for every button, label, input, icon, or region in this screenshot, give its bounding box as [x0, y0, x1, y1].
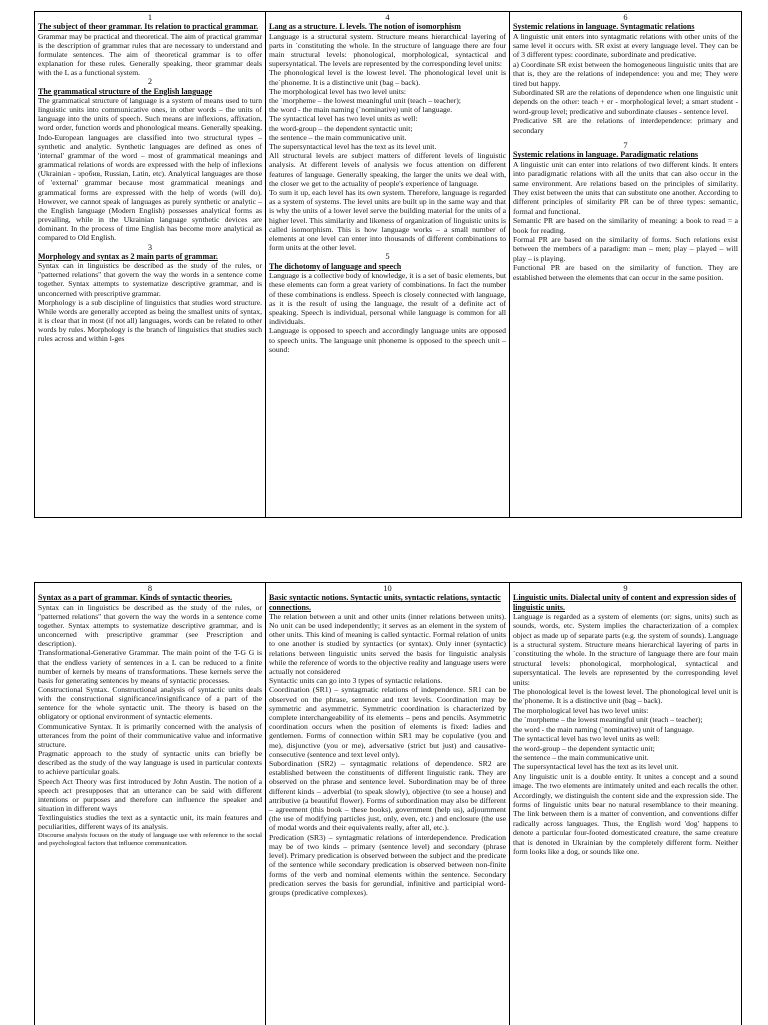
paragraph: Subordination (SR2) – syntagmatic relations of dependence. SR2 are established between the constituents of different linguistic rank. They are observed on the phrase and sentence level. Subordination may be of three different kinds – adverbial (to speak slowly), objective (to see a house) and attributive (a beautiful flower). Forms of subordination may also be different – agreement (this book – these books), government (help us), adjournment (the use of modifying particles just, only, even, etc.) and enclosure (the use of modal words and their equivalents really, after all, etc.).	[269, 759, 506, 833]
paragraph: All structural levels are subject matters of different levels of linguistic analysis. At different levels of analysis we focus attention on different features of language. Generally speaking, the larger the units we deal with, the closer we get to the actuality of people's experience of language.	[269, 151, 506, 188]
paragraph: Speech Act Theory was first introduced by John Austin. The notion of a speech act presupposes that an utterance can be said with different intentions or purposes and therefore can influence the speaker and situation in different ways	[38, 776, 262, 814]
paragraph: The relation between a unit and other units (inner relations between units). No unit can be used independently; it serves as an element in the system of other units. This kind of meaning is called syntactic. Formal relation of units to one another is studied by syntactics (or syntax). Only inner (syntactic) relations between linguistic units served the basis for linguistic analysis while the reference of words to the objective reality and language users were actually not considered	[269, 611, 506, 677]
paragraph: the `morpheme – the lowest meaningful unit (teach – teacher);	[513, 715, 703, 725]
section-heading: Syntax as a part of grammar. Kinds of syntactic theories.	[38, 593, 233, 603]
paragraph: the word - the main naming (`nominative) unit of language.	[513, 724, 694, 734]
paragraph: Predicative SR are the relations of interdependence: primary and secondary	[513, 116, 738, 135]
section-heading: The subject of theor grammar. Its relation to practical grammar.	[38, 22, 259, 32]
paragraph: a) Coordinate SR exist between the homogeneous linguistic units that are that is, they are the relations of independence: you and me; They were tired but happy.	[513, 59, 738, 88]
section-number: 6	[623, 13, 628, 22]
paragraph: Constructional Syntax. Constructional analysis of syntactic units deals with the constructional significance/insignificance of a part of the sentence for the whole syntactic unit. The theory is based on the obligatory or optional environment of syntactic elements.	[38, 685, 262, 722]
section-heading: Lang as a structure. L levels. The notion of isomorphism	[269, 22, 461, 32]
section-number: 8	[147, 584, 153, 593]
paragraph: the word-group – the dependent syntactic unit;	[513, 743, 655, 753]
paragraph: Grammar may be practical and theoretical. The aim of practical grammar is the description of grammar rules that are necessary to understand and formulate sentences. The aim of theoretical grammar is to offer explanation for these rules. Generally speaking, theor grammar deals with the L as a functional system.	[38, 31, 262, 78]
paragraph: Language is a structural system. Structure means hierarchical layering of parts in `constituting the whole. In the structure of language there are four main structural levels: phonological, morphological, syntactical and supersyntatical. The levels are represented by the corresponding level units:	[269, 31, 506, 69]
paragraph: Predication (SR3) – syntagmatic relations of interdependence. Predication may be of two kinds – primary (sentence level) and secondary (phrase level). Primary predication is observed between the subject and the predicate of the sentence while secondary predication is observed between non-finite forms of the verb and nominal elements within the sentence. Secondary predication serves the basis for gerundial, infinitive and participial word-groups (predicative complexes).	[269, 832, 506, 897]
top-column-3	[510, 12, 741, 517]
paragraph: The syntactical level has two level units as well:	[269, 114, 418, 124]
paragraph: the sentence – the main communicative unit.	[269, 132, 407, 142]
paragraph: Coordination (SR1) – syntagmatic relations of independence. SR1 can be observed on the phrase, sentence and text levels. Coordination may be symmetric and asymmetric. Symmetric coordination is characterized by complete interchangeability of its elements – pens and pencils. Asymmetric coordination occurs when the position of elements is fixed: ladies and gentlemen. Forms of connection within SR1 may be copulative (you and me), disjunctive (you or me), adversative (strict but just) and causative-consecutive (sentence and text level only).	[269, 685, 506, 759]
paragraph: The supersyntactical level has the text as its level unit.	[269, 142, 437, 152]
paragraph: Language is opposed to speech and accordingly language units are opposed to speech units. The language unit phoneme is opposed to the speech unit – sound:	[269, 326, 506, 354]
section-number: 9	[623, 584, 628, 593]
section-heading: Linguistic units. Dialectal unity of content and expression sides of linguistic units.	[513, 593, 736, 612]
section-heading: Systemic relations in language. Paradigmatic relations	[513, 150, 699, 160]
paragraph: Semantic PR are based on the similarity of meaning: a book to read = a book for reading.	[513, 216, 738, 235]
paragraph: The supersyntactical level has the text as its level unit.	[513, 762, 679, 772]
paragraph: Syntax can in linguistics be described as the study of the rules, or "patterned relations" that govern the way the words in a sentence come together. Syntax attempts to systematize descriptive grammar, and is unconcerned with prescriptive grammar.	[38, 261, 262, 298]
paragraph: Morphology is a sub discipline of linguistics that studies word structure. While words are generally accepted as being the smallest units of syntax, it is clear that in most (if not all) languages, words can be related to other words by rules. Morphology is the branch of linguistics that studies such rules across and within l-ges	[38, 297, 262, 344]
section-heading: Systemic relations in language. Syntagmatic relations	[513, 22, 695, 32]
paragraph: the `morpheme – the lowest meaningful unit (teach – teacher);	[269, 96, 461, 106]
section-heading: The dichotomy of language and speech	[269, 261, 402, 271]
paragraph: The syntactical level has two level units as well:	[513, 734, 660, 744]
paragraph: The morphological level has two level units:	[513, 705, 649, 715]
section-number: 1	[147, 13, 153, 22]
section-number: 4	[385, 13, 390, 22]
paragraph: Language is regarded as a system of elements (or: signs, units) such as sounds, words, etc. System implies the characterization of a complex object as made up of separate parts (e.g. the system of sounds). Language is a structural system. Structure means hierarchical layering of parts in `constituting the whole. In the structure of language there are four main structural levels: phonological, morphological, syntactical and supersyntatical. The levels are represented by the corresponding level units:	[513, 611, 738, 687]
paragraph: Transformational-Generative Grammar. The main point of the T-G G is that the endless variety of sentences in a L can be reduced to a finite number of kernels by means of transformations. These kernels serve the basis for generating sentences by means of syntactic processes.	[38, 648, 262, 685]
bottom-column-1	[35, 583, 266, 1025]
paragraph: The morphological level has two level units:	[269, 86, 407, 96]
section-heading: Morphology and syntax as 2 main parts of grammar.	[38, 251, 218, 261]
paragraph: the sentence – the main communicative unit.	[513, 752, 649, 762]
paragraph: Any linguistic unit is a double entity. It unites a concept and a sound image. The two elements are intimately united and each recalls the other. Accordingly, we distinguish the content side and the expression side. The forms of linguistic units bear no natural resemblance to their meaning. The link between them is a matter of convention, and conventions differ radically across languages. Thus, the English word 'dog' happens to denote a particular four-footed domesticated creature, the same creature that is denoted in Ukrainian by the completely different form. Neither form looks like a dog, or sounds like one.	[513, 771, 738, 856]
paragraph: The grammatical structure of language is a system of means used to turn linguistic units into communicative ones, in other words – the units of language into the units of speech. Such means are inflexions, affixation, word order, function words and phonological means. Generally speaking, Indo-European languages are classified into two structural types – synthetic and analytic. Synthetic languages are defined as ones of 'internal' grammar of the word – most of grammatical meanings and grammatical relations of words are expressed with the help of inflexions (Ukrainian - зробив, Russian, Latin, etc). Analytical languages are those of 'external' grammar because most grammatical meanings and grammatical forms are expressed with the help of words (will do). However, we cannot speak of languages as purely synthetic or analytic – the English language (Modern English) possesses analytical forms as prevailing, while in the Ukrainian language synthetic devices are dominant. In the process of time English has become more analytical as compared to Old English.	[38, 96, 262, 243]
section-number: 5	[385, 252, 390, 262]
paragraph: Pragmatic approach to the study of syntactic units can briefly be described as the study of the way language is used in particular contexts to achieve particular goals.	[38, 749, 262, 777]
section-number: 10	[383, 584, 392, 593]
paragraph: Language is a collective body of knowledge, it is a set of basic elements, but these elements can form a great variety of combinations. In fact the number of these combinations is endless. Speech is closely connected with language, as it is the result of using the language, the result of a definite act of speaking. Speech is individual, personal while language is common for all individuals.	[269, 271, 506, 327]
top-column-2	[266, 12, 510, 517]
bottom-column-3	[510, 583, 741, 1025]
paragraph: Functional PR are based on the similarity of function. They are established between the elements that can occur in the same position.	[513, 263, 738, 282]
top-column-1	[35, 12, 266, 517]
section-number: 3	[147, 242, 153, 252]
paragraph: The phonological level is the lowest level. The phonological level unit is the`phoneme. It is a distinctive unit (bag – back).	[513, 687, 738, 706]
bottom-sheet	[34, 582, 742, 1025]
paragraph: The phonological level is the lowest level. The phonological level unit is the`phoneme. It is a distinctive unit (bag – back).	[269, 68, 506, 87]
paragraph: Syntactic units can go into 3 types of syntactic relations.	[269, 676, 443, 686]
bottom-column-2	[266, 583, 510, 1025]
paragraph: Textlinguistics studies the text as a syntactic unit, its main features and peculiarities, different ways of its analysis.	[38, 813, 262, 832]
paragraph: Communicative Syntax. It is primarily concerned with the analysis of utterances from the point of their communicative value and informative structure.	[38, 721, 262, 749]
paragraph: A linguistic unit enters into syntagmatic relations with other units of the same level it occurs with. SR exist at every language level. They can be of 3 different types: coordinate, subordinate and predicative.	[513, 31, 738, 60]
paragraph: the word-group – the dependent syntactic unit;	[269, 123, 413, 133]
paragraph: A linguistic unit can enter into relations of two different kinds. It enters into paradigmatic relations with all the units that can also occur in the same environment. Are relations based on the principles of similarity. They exist between the units that can substitute one another. According to different principles of similarity PR can be of three types: semantic, formal and functional.	[513, 159, 738, 216]
section-heading: The grammatical structure of the English language	[38, 86, 213, 96]
section-number: 7	[623, 141, 628, 151]
paragraph: Formal PR are based on the similarity of forms. Such relations exist between the members of a paradigm: man – men; play – played – will play – is playing.	[513, 234, 738, 263]
paragraph: To sum it up, each level has its own system. Therefore, language is regarded as a system of systems. The level units are built up in the same way and that is why the units of a lower level serve the building material for the units of a higher level. This similarity and likeness of organization of linguistic units is called isomorphism. This is how language works – a small number of elements at one level can enter into thousands of different combinations to form units at the other level.	[269, 188, 506, 253]
paragraph: Discourse analysis focuses on the study of language use with reference to the social and psychological factors that influence communication.	[38, 831, 262, 847]
section-number: 2	[147, 77, 153, 87]
paragraph: the word - the main naming (`nominative) unit of language.	[269, 105, 453, 115]
top-sheet	[34, 11, 742, 518]
section-heading: Basic syntactic notions. Syntactic units, syntactic relations, syntactic connections.	[269, 593, 501, 612]
paragraph: Syntax can in linguistics be described as the study of the rules, or "patterned relations" that govern the way the words in a sentence come together. Syntax attempts to systematize descriptive grammar, and is unconcerned with prescriptive grammar (see Prescription and description).	[38, 602, 262, 649]
paragraph: Subordinated SR are the relations of dependence when one linguistic unit depends on the other: teach + er - morphological level; a smart student - word-group level; predicative and subordinate clauses - sentence level.	[513, 88, 738, 116]
